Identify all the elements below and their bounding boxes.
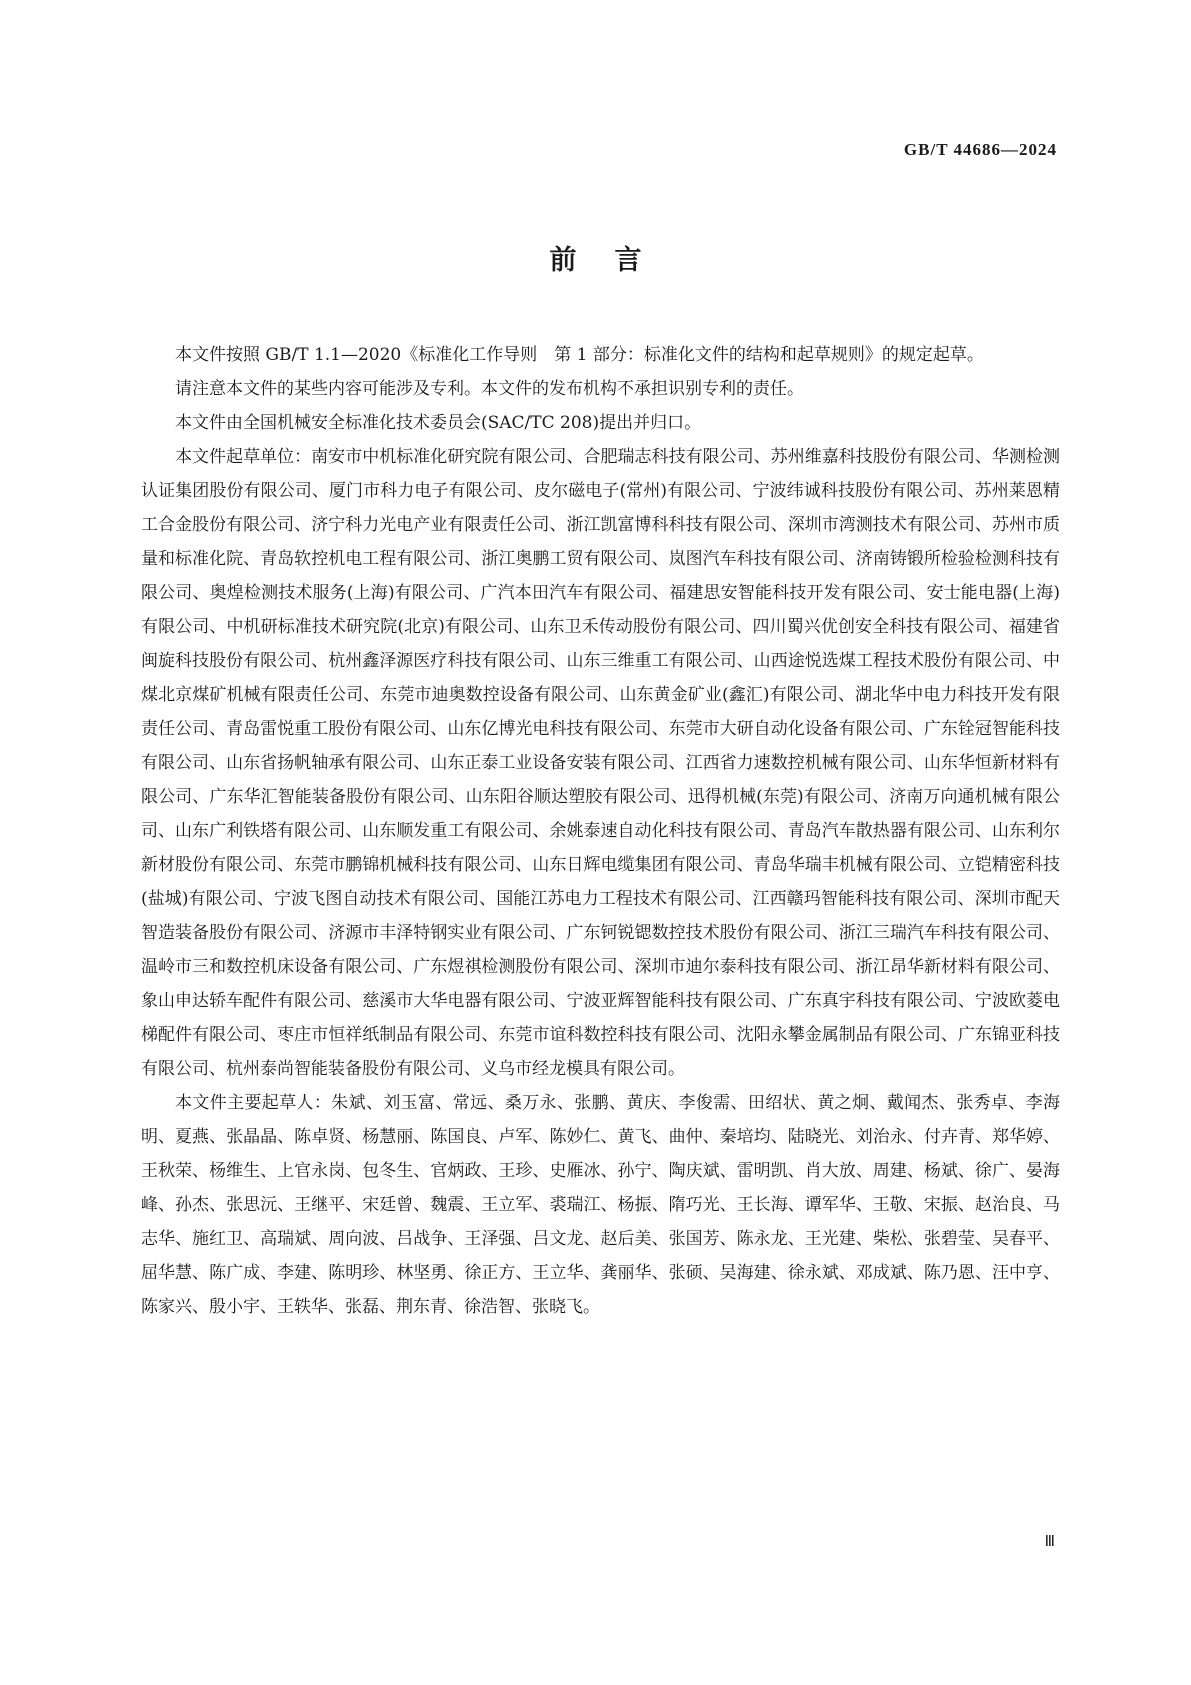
paragraph-proposer: 本文件由全国机械安全标准化技术委员会(SAC/TC 208)提出并归口。	[175, 413, 702, 433]
document-body	[141, 338, 1060, 1324]
page-title: 前言	[549, 245, 680, 276]
page-number: Ⅲ	[1044, 1534, 1055, 1550]
paragraph-drafters: 本文件主要起草人：朱斌、刘玉富、常远、桑万永、张鹏、黄庆、李俊需、田绍状、黄之炯、戴闻杰、张秀卓、李海明、夏燕、张晶晶、陈卓贤、杨慧丽、陈国良、卢军、陈妙仁、黄飞、曲仲、秦培均、陆晓光、刘治永、付卉青、郑华婷、王秋荣、杨维生、上官永岗、包冬生、官炳政、王珍、史雁冰、孙宁、陶庆斌、雷明凯、肖大放、周建、杨斌、徐广、晏海峰、孙杰、张思沅、王继平、宋廷曾、魏震、王立军、裘瑞江、杨振、隋巧光、王长海、谭军华、王敬、宋振、赵治良、马志华、施红卫、高瑞斌、周向波、吕战争、王泽强、吕文龙、赵后美、张国芳、陈永龙、王光建、柴松、张碧莹、吴春平、屈华慧、陈广成、李建、陈明珍、林坚勇、徐正方、王立华、龚丽华、张硕、吴海建、徐永斌、邓成斌、陈乃恩、汪中亨、陈家兴、殷小宇、王轶华、张磊、荆东青、徐浩智、张晓飞。	[141, 1093, 1060, 1317]
paragraph-drafting-units: 本文件起草单位：南安市中机标准化研究院有限公司、合肥瑞志科技有限公司、苏州维嘉科技股份有限公司、华测检测认证集团股份有限公司、厦门市科力电子有限公司、皮尔磁电子(常州)有限公司、宁波纬诚科技股份有限公司、苏州莱恩精工合金股份有限公司、济宁科力光电产业有限责任公司、浙江凯富博科科技有限公司、深圳市湾测技术有限公司、苏州市质量和标准化院、青岛软控机电工程有限公司、浙江奥鹏工贸有限公司、岚图汽车科技有限公司、济南铸锻所检验检测科技有限公司、奥煌检测技术服务(上海)有限公司、广汽本田汽车有限公司、福建思安智能科技开发有限公司、安士能电器(上海)有限公司、中机研标准技术研究院(北京)有限公司、山东卫禾传动股份有限公司、四川蜀兴优创安全科技有限公司、福建省闽旋科技股份有限公司、杭州鑫泽源医疗科技有限公司、山东三维重工有限公司、山西途悦选煤工程技术股份有限公司、中煤北京煤矿机械有限责任公司、东莞市迪奥数控设备有限公司、山东黄金矿业(鑫汇)有限公司、湖北华中电力科技开发有限责任公司、青岛雷悦重工股份有限公司、山东亿博光电科技有限公司、东莞市大研自动化设备有限公司、广东铨冠智能科技有限公司、山东省扬帆轴承有限公司、山东正泰工业设备安装有限公司、江西省力速数控机械有限公司、山东华恒新材料有限公司、广东华汇智能装备股份有限公司、山东阳谷顺达塑胶有限公司、迅得机械(东莞)有限公司、济南万向通机械有限公司、山东广利铁塔有限公司、山东顺发重工有限公司、余姚泰速自动化科技有限公司、青岛汽车散热器有限公司、山东利尔新材股份有限公司、东莞市鹏锦机械科技有限公司、山东日辉电缆集团有限公司、青岛华瑞丰机械有限公司、立铠精密科技(盐城)有限公司、宁波飞图自动技术有限公司、国能江苏电力工程技术有限公司、江西赣玛智能科技有限公司、深圳市配天智造装备股份有限公司、济源市丰泽特钢实业有限公司、广东钶锐锶数控技术股份有限公司、浙江三瑞汽车科技有限公司、温岭市三和数控机床设备有限公司、广东煜祺检测股份有限公司、深圳市迪尔泰科技有限公司、浙江昂华新材料有限公司、象山申达轿车配件有限公司、慈溪市大华电器有限公司、宁波亚辉智能科技有限公司、广东真宇科技有限公司、宁波欧菱电梯配件有限公司、枣庄市恒祥纸制品有限公司、东莞市谊科数控科技有限公司、沈阳永攀金属制品有限公司、广东锦亚科技有限公司、杭州泰尚智能装备股份有限公司、义乌市经龙模具有限公司。	[141, 447, 1060, 1079]
standard-number: GB/T 44686—2024	[903, 140, 1057, 159]
paragraph-patent-notice: 请注意本文件的某些内容可能涉及专利。本文件的发布机构不承担识别专利的责任。	[175, 379, 804, 399]
paragraph-drafting-rules: 本文件按照 GB/T 1.1—2020《标准化工作导则 第 1 部分：标准化文件的结构和起草规则》的规定起草。	[175, 345, 984, 365]
